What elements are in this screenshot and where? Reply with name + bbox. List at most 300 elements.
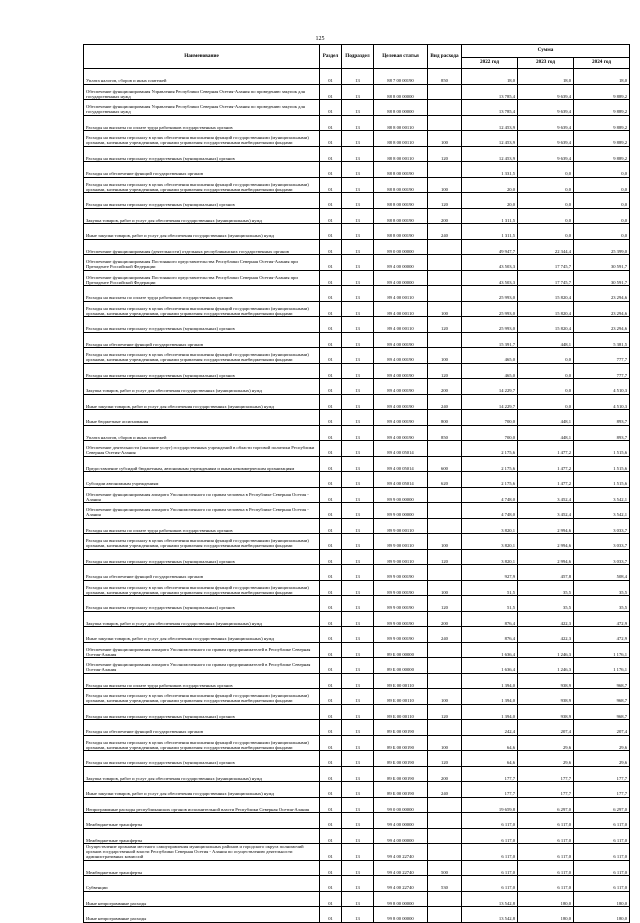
cell-target: 88 8 00 00000 — [374, 100, 428, 116]
cell-2022: 1 394,0 — [462, 689, 518, 705]
cell-name: Иные непрограммные расходы — [84, 907, 320, 923]
cell-2024: 1 176,1 — [574, 642, 630, 658]
cell-2024: 5 381,5 — [574, 332, 630, 348]
cell-name: Обеспечение функционирования аппарата Уполномоченного по правам человека в Республике Северная Осетия - Алания — [84, 503, 320, 519]
table-row — [84, 239, 630, 255]
cell-section: 01 — [320, 876, 342, 892]
cell-2023: 1 246,3 — [518, 658, 574, 674]
cell-name: Иные непрограммные расходы — [84, 891, 320, 907]
cell-name: Расходы на выплаты по оплате труда работников государственных органов — [84, 115, 320, 131]
cell-2022: 4 748,0 — [462, 487, 518, 503]
cell-2024: 968,7 — [574, 704, 630, 720]
table-row — [84, 208, 630, 224]
table-row — [84, 69, 630, 85]
cell-section: 01 — [320, 208, 342, 224]
cell-name: Иные закупки товаров, работ и услуг для обеспечения государственных (муниципальных) нужд — [84, 627, 320, 643]
cell-expense-type: 120 — [428, 317, 462, 333]
cell-expense-type: 120 — [428, 704, 462, 720]
cell-target: 89 Б 00 00110 — [374, 689, 428, 705]
table-row — [84, 844, 630, 861]
cell-expense-type: 100 — [428, 131, 462, 147]
cell-2023: 422,3 — [518, 627, 574, 643]
cell-target: 99 8 00 00000 — [374, 907, 428, 923]
cell-expense-type — [428, 239, 462, 255]
cell-target: 89 4 00 00110 — [374, 301, 428, 317]
cell-name: Расходы на выплаты по оплате труда работников государственных органов — [84, 518, 320, 534]
cell-target: 89 Б 00 00190 — [374, 766, 428, 782]
table-row — [84, 534, 630, 550]
cell-expense-type: 120 — [428, 363, 462, 379]
cell-target: 88 8 00 00110 — [374, 146, 428, 162]
cell-2023: 29,6 — [518, 735, 574, 751]
cell-2023: 448,1 — [518, 425, 574, 441]
cell-subsection: 13 — [342, 255, 374, 271]
cell-2023: 15 820,4 — [518, 301, 574, 317]
cell-2023: 18,0 — [518, 69, 574, 85]
cell-expense-type — [428, 658, 462, 674]
cell-2023: 3 452,4 — [518, 487, 574, 503]
cell-2024: 893,7 — [574, 410, 630, 426]
cell-expense-type — [428, 487, 462, 503]
cell-target: 88 8 00 00190 — [374, 208, 428, 224]
cell-2022: 25 993,0 — [462, 286, 518, 302]
cell-name: Обеспечение деятельности (оказание услуг) государственных учреждений в области торговой политики Республики Северная Осетия-Алания — [84, 441, 320, 457]
cell-section: 01 — [320, 317, 342, 333]
cell-name: Межбюджетные трансферты — [84, 813, 320, 829]
cell-2024: 968,7 — [574, 673, 630, 689]
cell-name: Обеспечение функционирования (деятельности) отдельных республиканских государственных органов — [84, 239, 320, 255]
cell-2022: 177,7 — [462, 782, 518, 798]
cell-name: Закупка товаров, работ и услуг для обеспечения государственных (муниципальных) нужд — [84, 208, 320, 224]
cell-subsection: 13 — [342, 394, 374, 410]
cell-2022: 43 503,3 — [462, 270, 518, 286]
cell-expense-type: 120 — [428, 193, 462, 209]
table-row — [84, 828, 630, 844]
cell-2024: 4 510,3 — [574, 394, 630, 410]
cell-expense-type: 240 — [428, 394, 462, 410]
cell-2022: 25 993,0 — [462, 301, 518, 317]
table-row — [84, 301, 630, 317]
cell-2024: 23 294,6 — [574, 286, 630, 302]
cell-name: Расходы на обеспечение функций государственных органов — [84, 162, 320, 178]
cell-expense-type — [428, 162, 462, 178]
header-section: Раздел — [320, 45, 342, 69]
cell-section: 01 — [320, 766, 342, 782]
cell-2023: 15 820,4 — [518, 286, 574, 302]
cell-2024: 6 117,0 — [574, 844, 630, 861]
cell-name: Иные бюджетные ассигнования — [84, 410, 320, 426]
table-row — [84, 146, 630, 162]
cell-2024: 6 117,0 — [574, 813, 630, 829]
cell-2024: 180,0 — [574, 907, 630, 923]
cell-expense-type: 100 — [428, 580, 462, 596]
cell-expense-type — [428, 255, 462, 271]
cell-section: 01 — [320, 115, 342, 131]
cell-expense-type — [428, 673, 462, 689]
cell-2024: 177,7 — [574, 766, 630, 782]
cell-section: 01 — [320, 580, 342, 596]
cell-section: 01 — [320, 627, 342, 643]
cell-subsection: 13 — [342, 766, 374, 782]
cell-2024: 18,0 — [574, 69, 630, 85]
cell-2023: 448,1 — [518, 410, 574, 426]
cell-2024: 472,9 — [574, 611, 630, 627]
cell-section: 01 — [320, 487, 342, 503]
cell-2024: 0,0 — [574, 193, 630, 209]
table-row — [84, 348, 630, 364]
cell-2022: 14 229,7 — [462, 379, 518, 395]
cell-2022: 6 117,0 — [462, 813, 518, 829]
cell-2023: 180,0 — [518, 907, 574, 923]
cell-target: 89 4 00 00190 — [374, 425, 428, 441]
table-row — [84, 193, 630, 209]
cell-2023: 938,9 — [518, 689, 574, 705]
cell-subsection: 13 — [342, 441, 374, 457]
cell-target: 89 9 00 00190 — [374, 565, 428, 581]
cell-2022: 700,0 — [462, 425, 518, 441]
cell-target: 89 9 00 00190 — [374, 627, 428, 643]
cell-subsection: 13 — [342, 658, 374, 674]
cell-expense-type — [428, 286, 462, 302]
cell-subsection: 13 — [342, 720, 374, 736]
cell-target: 89 4 00 00000 — [374, 270, 428, 286]
cell-subsection: 13 — [342, 611, 374, 627]
cell-2024: 25 399,0 — [574, 239, 630, 255]
cell-target: 89 4 00 05014 — [374, 472, 428, 488]
cell-2022: 1 636,4 — [462, 658, 518, 674]
cell-target: 99 0 00 00000 — [374, 797, 428, 813]
cell-subsection: 13 — [342, 689, 374, 705]
cell-2024: 9 889,2 — [574, 115, 630, 131]
table-row — [84, 658, 630, 674]
cell-target: 89 9 00 00190 — [374, 580, 428, 596]
table-row — [84, 689, 630, 705]
cell-2024: 0,0 — [574, 208, 630, 224]
cell-section: 01 — [320, 472, 342, 488]
cell-2022: 64,6 — [462, 751, 518, 767]
cell-expense-type: 200 — [428, 208, 462, 224]
cell-section: 01 — [320, 332, 342, 348]
cell-subsection: 13 — [342, 907, 374, 923]
cell-subsection: 13 — [342, 348, 374, 364]
cell-subsection: 13 — [342, 627, 374, 643]
cell-section: 01 — [320, 549, 342, 565]
cell-name: Уплата налогов, сборов и иных платежей — [84, 69, 320, 85]
cell-subsection: 13 — [342, 363, 374, 379]
table-row — [84, 611, 630, 627]
cell-2022: 6 117,0 — [462, 876, 518, 892]
cell-section: 01 — [320, 782, 342, 798]
cell-section: 01 — [320, 611, 342, 627]
cell-target: 89 4 00 00190 — [374, 332, 428, 348]
cell-target: 99 4 00 22740 — [374, 876, 428, 892]
cell-name: Субвенции — [84, 876, 320, 892]
cell-expense-type — [428, 270, 462, 286]
cell-expense-type: 200 — [428, 611, 462, 627]
cell-2024: 3 033,7 — [574, 549, 630, 565]
cell-2023: 1 477,2 — [518, 456, 574, 472]
cell-section: 01 — [320, 844, 342, 861]
cell-section: 01 — [320, 503, 342, 519]
cell-expense-type — [428, 518, 462, 534]
cell-expense-type: 850 — [428, 425, 462, 441]
cell-2024: 29,6 — [574, 751, 630, 767]
cell-2023: 0,0 — [518, 394, 574, 410]
cell-target: 88 8 00 00190 — [374, 224, 428, 240]
cell-section: 01 — [320, 100, 342, 116]
cell-2022: 3 820,1 — [462, 534, 518, 550]
cell-2023: 9 639,4 — [518, 100, 574, 116]
cell-2022: 927,9 — [462, 565, 518, 581]
cell-target: 89 9 00 00110 — [374, 549, 428, 565]
cell-subsection: 13 — [342, 317, 374, 333]
cell-2024: 1 515,6 — [574, 472, 630, 488]
cell-target: 89 4 00 00190 — [374, 363, 428, 379]
cell-subsection: 13 — [342, 410, 374, 426]
cell-2022: 64,6 — [462, 735, 518, 751]
cell-2022: 1 311,5 — [462, 224, 518, 240]
cell-name: Расходы на обеспечение функций государственных органов — [84, 332, 320, 348]
cell-2022: 20,0 — [462, 193, 518, 209]
cell-2024: 3 542,1 — [574, 487, 630, 503]
cell-expense-type — [428, 565, 462, 581]
cell-2024: 29,6 — [574, 735, 630, 751]
cell-2023: 1 477,2 — [518, 472, 574, 488]
cell-section: 01 — [320, 813, 342, 829]
cell-target: 89 Б 00 00190 — [374, 782, 428, 798]
table-row — [84, 224, 630, 240]
cell-subsection: 13 — [342, 115, 374, 131]
cell-expense-type: 500 — [428, 860, 462, 876]
cell-subsection: 13 — [342, 735, 374, 751]
table-row — [84, 876, 630, 892]
table-row — [84, 627, 630, 643]
cell-section: 01 — [320, 131, 342, 147]
table-row — [84, 580, 630, 596]
cell-name: Обеспечение функционирования Постоянного представительства Республики Северная Осетия-Алания при Президенте Российской Федерации — [84, 255, 320, 271]
cell-2022: 2 175,6 — [462, 456, 518, 472]
table-row — [84, 255, 630, 271]
cell-2023: 17 745,7 — [518, 270, 574, 286]
cell-2024: 9 889,2 — [574, 84, 630, 100]
cell-2023: 6 297,0 — [518, 797, 574, 813]
budget-table — [83, 44, 630, 923]
header-2024: 2024 год — [574, 58, 630, 69]
cell-subsection: 13 — [342, 596, 374, 612]
cell-target: 89 4 00 05014 — [374, 456, 428, 472]
cell-section: 01 — [320, 441, 342, 457]
cell-2022: 49 947,7 — [462, 239, 518, 255]
cell-2024: 35,5 — [574, 580, 630, 596]
cell-target: 89 4 00 05014 — [374, 441, 428, 457]
cell-section: 01 — [320, 456, 342, 472]
cell-expense-type: 120 — [428, 549, 462, 565]
cell-2022: 4 748,0 — [462, 503, 518, 519]
cell-name: Расходы на выплаты персоналу государственных (муниципальных) органов — [84, 317, 320, 333]
table-row — [84, 549, 630, 565]
table-row — [84, 425, 630, 441]
cell-2023: 938,9 — [518, 704, 574, 720]
cell-target: 89 9 00 00110 — [374, 534, 428, 550]
cell-2024: 6 117,0 — [574, 828, 630, 844]
cell-section: 01 — [320, 146, 342, 162]
cell-subsection: 13 — [342, 131, 374, 147]
cell-name: Расходы на выплаты персоналу в целях обеспечения выполнения функций государственными (муниципальными) органами, казенными учреждениями, органами управления государственными внебюджетными фондами — [84, 177, 320, 193]
cell-section: 01 — [320, 379, 342, 395]
table-row — [84, 735, 630, 751]
cell-subsection: 13 — [342, 332, 374, 348]
cell-2022: 465,0 — [462, 348, 518, 364]
cell-subsection: 13 — [342, 208, 374, 224]
cell-2024: 180,0 — [574, 891, 630, 907]
cell-2024: 30 591,7 — [574, 255, 630, 271]
table-row — [84, 317, 630, 333]
cell-expense-type — [428, 907, 462, 923]
cell-expense-type — [428, 503, 462, 519]
cell-target: 99 4 00 22740 — [374, 860, 428, 876]
cell-2023: 448,1 — [518, 332, 574, 348]
cell-2023: 29,6 — [518, 751, 574, 767]
cell-expense-type: 100 — [428, 534, 462, 550]
cell-2022: 876,4 — [462, 611, 518, 627]
cell-2023: 2 994,6 — [518, 518, 574, 534]
cell-2022: 1 394,0 — [462, 704, 518, 720]
cell-2024: 4 510,3 — [574, 379, 630, 395]
cell-name: Расходы на выплаты по оплате труда работников государственных органов — [84, 673, 320, 689]
cell-2022: 19 659,8 — [462, 797, 518, 813]
cell-name: Расходы на обеспечение функций государственных органов — [84, 720, 320, 736]
cell-2024: 35,5 — [574, 596, 630, 612]
cell-name: Межбюджетные трансферты — [84, 860, 320, 876]
cell-expense-type — [428, 115, 462, 131]
cell-target: 89 0 00 00000 — [374, 239, 428, 255]
cell-2022: 3 820,1 — [462, 549, 518, 565]
cell-section: 01 — [320, 177, 342, 193]
cell-2024: 777,7 — [574, 348, 630, 364]
cell-2023: 9 639,4 — [518, 131, 574, 147]
cell-name: Расходы на выплаты персоналу в целях обеспечения выполнения функций государственными (муниципальными) органами, казенными учреждениями, органами управления государственными внебюджетными фондами — [84, 735, 320, 751]
cell-target: 89 Б 00 00110 — [374, 704, 428, 720]
cell-name: Закупка товаров, работ и услуг для обеспечения государственных (муниципальных) нужд — [84, 611, 320, 627]
cell-section: 01 — [320, 255, 342, 271]
cell-2023: 0,0 — [518, 177, 574, 193]
cell-target: 89 Б 00 00190 — [374, 735, 428, 751]
cell-target: 88 8 00 00190 — [374, 162, 428, 178]
table-row — [84, 363, 630, 379]
cell-2024: 23 294,6 — [574, 301, 630, 317]
table-row — [84, 162, 630, 178]
cell-subsection: 13 — [342, 177, 374, 193]
cell-subsection: 13 — [342, 503, 374, 519]
cell-2024: 893,7 — [574, 425, 630, 441]
cell-2023: 9 639,4 — [518, 115, 574, 131]
header-subsection: Подраздел — [342, 45, 374, 69]
cell-subsection: 13 — [342, 100, 374, 116]
cell-subsection: 13 — [342, 379, 374, 395]
cell-name: Расходы на выплаты персоналу государственных (муниципальных) органов — [84, 193, 320, 209]
cell-2024: 9 889,2 — [574, 131, 630, 147]
cell-expense-type: 800 — [428, 410, 462, 426]
cell-2024: 508,4 — [574, 565, 630, 581]
cell-expense-type — [428, 828, 462, 844]
cell-2024: 1 515,6 — [574, 441, 630, 457]
cell-subsection: 13 — [342, 534, 374, 550]
cell-2023: 9 639,4 — [518, 84, 574, 100]
cell-section: 01 — [320, 891, 342, 907]
cell-2022: 177,7 — [462, 766, 518, 782]
cell-subsection: 13 — [342, 797, 374, 813]
cell-name: Расходы на выплаты персоналу в целях обеспечения выполнения функций государственными (муниципальными) органами, казенными учреждениями, органами управления государственными внебюджетными фондами — [84, 580, 320, 596]
table-row — [84, 565, 630, 581]
cell-2023: 0,0 — [518, 224, 574, 240]
cell-2022: 6 117,0 — [462, 844, 518, 861]
cell-expense-type: 530 — [428, 876, 462, 892]
cell-2022: 25 993,0 — [462, 317, 518, 333]
cell-section: 01 — [320, 193, 342, 209]
table-row — [84, 394, 630, 410]
cell-2023: 0,0 — [518, 193, 574, 209]
cell-subsection: 13 — [342, 84, 374, 100]
cell-2023: 6 117,0 — [518, 828, 574, 844]
cell-2023: 0,0 — [518, 363, 574, 379]
cell-expense-type — [428, 891, 462, 907]
cell-name: Расходы на выплаты персоналу в целях обеспечения выполнения функций государственными (муниципальными) органами, казенными учреждениями, органами управления государственными внебюджетными фондами — [84, 534, 320, 550]
cell-2023: 15 820,4 — [518, 317, 574, 333]
header-sum: Сумма — [462, 45, 630, 58]
cell-target: 99 8 00 00000 — [374, 891, 428, 907]
cell-target: 88 8 00 00110 — [374, 115, 428, 131]
cell-2022: 13 542,8 — [462, 891, 518, 907]
cell-subsection: 13 — [342, 813, 374, 829]
table-row — [84, 379, 630, 395]
cell-expense-type: 620 — [428, 472, 462, 488]
cell-subsection: 13 — [342, 472, 374, 488]
cell-subsection: 13 — [342, 751, 374, 767]
cell-2023: 0,0 — [518, 208, 574, 224]
cell-subsection: 13 — [342, 487, 374, 503]
cell-expense-type: 200 — [428, 766, 462, 782]
cell-2024: 3 033,7 — [574, 534, 630, 550]
cell-2023: 457,8 — [518, 565, 574, 581]
cell-subsection: 13 — [342, 704, 374, 720]
cell-2022: 13 785,4 — [462, 84, 518, 100]
cell-2022: 6 117,0 — [462, 860, 518, 876]
cell-name: Иные закупки товаров, работ и услуг для обеспечения государственных (муниципальных) нужд — [84, 394, 320, 410]
cell-target: 89 Б 00 00110 — [374, 673, 428, 689]
cell-name: Иные закупки товаров, работ и услуг для обеспечения государственных (муниципальных) нужд — [84, 224, 320, 240]
cell-section: 01 — [320, 239, 342, 255]
cell-subsection: 13 — [342, 518, 374, 534]
table-row — [84, 797, 630, 813]
header-2022: 2022 год — [462, 58, 518, 69]
cell-expense-type: 240 — [428, 627, 462, 643]
table-row — [84, 410, 630, 426]
cell-target: 89 4 00 00190 — [374, 379, 428, 395]
cell-expense-type: 100 — [428, 348, 462, 364]
cell-2022: 3 820,1 — [462, 518, 518, 534]
cell-section: 01 — [320, 860, 342, 876]
cell-name: Закупка товаров, работ и услуг для обеспечения государственных (муниципальных) нужд — [84, 766, 320, 782]
cell-name: Предоставление субсидий бюджетным, автономным учреждениям и иным некоммерческим организациям — [84, 456, 320, 472]
cell-2023: 0,0 — [518, 162, 574, 178]
cell-name: Иные закупки товаров, работ и услуг для обеспечения государственных (муниципальных) нужд — [84, 782, 320, 798]
cell-2023: 177,7 — [518, 766, 574, 782]
cell-section: 01 — [320, 658, 342, 674]
page-number: 125 — [315, 36, 325, 42]
cell-expense-type: 120 — [428, 751, 462, 767]
cell-subsection: 13 — [342, 876, 374, 892]
cell-subsection: 13 — [342, 860, 374, 876]
